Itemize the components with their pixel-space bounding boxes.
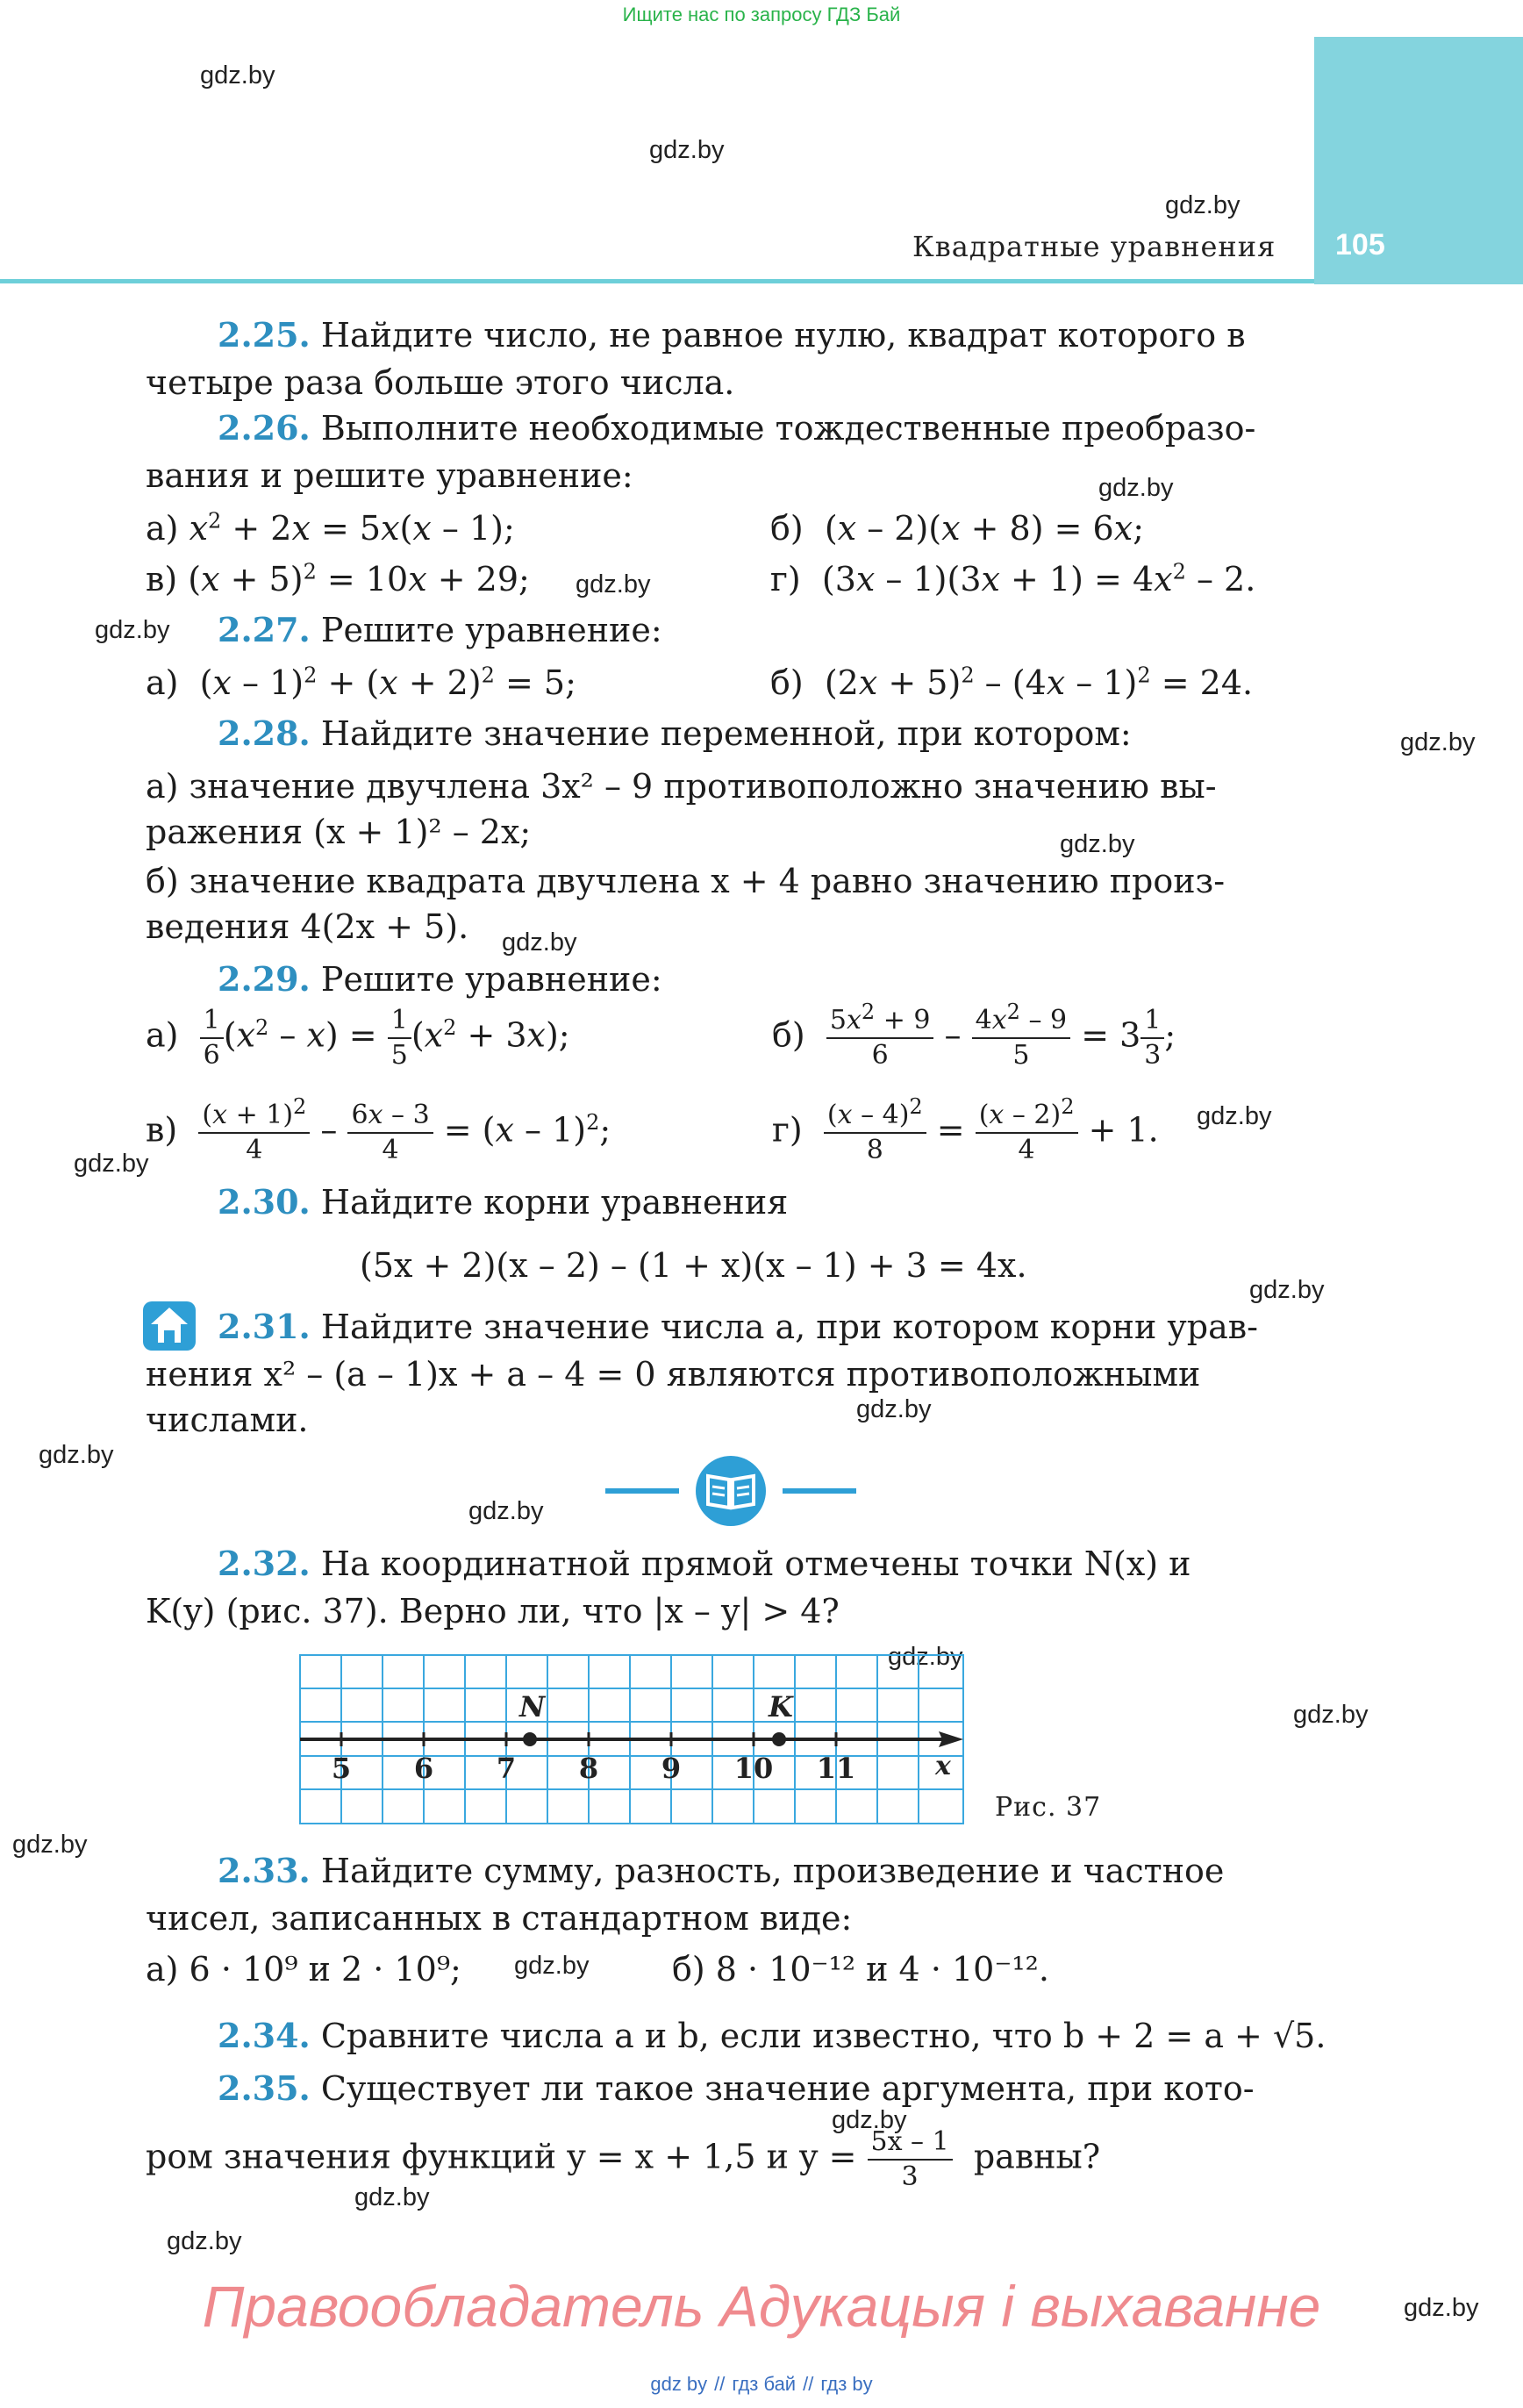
watermark: gdz.by	[1060, 830, 1135, 858]
watermark: gdz.by	[74, 1150, 149, 1178]
watermark: gdz.by	[468, 1497, 544, 1525]
point-n	[523, 1732, 537, 1746]
watermark: gdz.by	[888, 1643, 963, 1671]
equation-2-27-a: а) $(x - 1)^2 + (x + 2)^2 = 5$;	[146, 663, 576, 702]
equation-2-27-b: б) $(2x + 5)^2 - (4x - 1)^2 = 24$.	[770, 663, 1254, 702]
problem-2-28-a1: а) значение двучлена 3x² – 9 противоположно значению вы-	[146, 767, 1217, 806]
problem-2-31: 2.31. Найдите значение числа a, при котором корни урав-	[218, 1307, 1258, 1346]
watermark: gdz.by	[514, 1952, 590, 1980]
axis-label: x	[935, 1751, 951, 1781]
equation-2-26-b: б) (x – 2)(x + 8) = 6x;	[770, 509, 1144, 548]
watermark: gdz.by	[856, 1395, 932, 1423]
figure-caption: Рис. 37	[995, 1792, 1102, 1823]
problem-2-28-a2: ражения (x + 1)² – 2x;	[146, 813, 532, 851]
problem-2-35-line2: ром значения функций y = x + 1,5 и y = $\frac{5x - 1}{3}$ равны?	[146, 2126, 1101, 2192]
problem-2-30: 2.30. Найдите корни уравнения	[218, 1182, 789, 1222]
problem-2-33-b: б) 8 · 10⁻¹² и 4 · 10⁻¹².	[672, 1950, 1049, 1989]
watermark: gdz.by	[832, 2106, 907, 2134]
problem-2-26: 2.26. Выполните необходимые тождественные преобразо-	[218, 408, 1256, 448]
equation-2-29-b: б) $\frac{5x^2 + 9}{6}$ – $\frac{4x^2 - 9}{5}$ = 3 $\frac{1}{3}$ ;	[772, 1000, 1176, 1071]
header-rule	[0, 279, 1314, 283]
tick-label: 10	[733, 1752, 774, 1785]
top-banner[interactable]: Ищите нас по запросу ГДЗ Бай	[622, 4, 901, 25]
problem-2-32-line2: K(y) (рис. 37). Верно ли, что |x – y| > 4?	[146, 1592, 840, 1630]
tick-label: 6	[413, 1752, 434, 1785]
problem-2-28: 2.28. Найдите значение переменной, при котором:	[218, 713, 1132, 753]
footer-title: Правообладатель Адукацыя і выхаванне	[202, 2274, 1321, 2339]
equation-2-29-v: в) $\frac{(x + 1)^2}{4}$ – $\frac{6x - 3}{4}$ = (x – 1)$^2$;	[146, 1094, 611, 1165]
bottom-links[interactable]: gdz by // гдз бай // гдз by	[650, 2373, 873, 2395]
watermark: gdz.by	[12, 1831, 88, 1859]
book-icon	[605, 1455, 856, 1527]
problem-2-25-line2: четыре раза больше этого числа.	[146, 363, 735, 402]
bottom-link[interactable]: гдз бай	[732, 2373, 797, 2395]
watermark: gdz.by	[1293, 1701, 1369, 1729]
watermark: gdz.by	[354, 2183, 430, 2211]
equation-2-26-v: в) $(x + 5)^2 = 10x + 29$;	[146, 559, 530, 598]
problem-2-33: 2.33. Найдите сумму, разность, произведение и частное	[218, 1851, 1225, 1890]
point-n-label: N	[519, 1690, 546, 1724]
watermark: gdz.by	[502, 928, 577, 957]
watermark: gdz.by	[649, 136, 725, 164]
tick-label: 7	[496, 1752, 517, 1785]
watermark: gdz.by	[576, 570, 651, 598]
equation-2-30: (5x + 2)(x – 2) – (1 + x)(x – 1) + 3 = 4x.	[360, 1246, 1027, 1285]
watermark: gdz.by	[1165, 191, 1241, 219]
tick-label: 8	[578, 1752, 599, 1785]
house-icon	[142, 1301, 197, 1351]
watermark: gdz.by	[1249, 1276, 1325, 1304]
problem-2-28-b1: б) значение квадрата двучлена x + 4 равно значению произ-	[146, 862, 1226, 900]
equation-2-29-g: г) $\frac{(x - 4)^2}{8}$ = $\frac{(x - 2)^2}{4}$ + 1.	[772, 1094, 1159, 1165]
watermark: gdz.by	[1197, 1102, 1272, 1130]
equation-2-26-g: г) $(3x - 1)(3x + 1) = 4x^2 - 2$.	[770, 559, 1256, 598]
tick-label: 5	[331, 1752, 352, 1785]
bottom-link[interactable]: gdz by	[650, 2373, 708, 2395]
problem-2-26-line2: вания и решите уравнение:	[146, 456, 633, 495]
watermark: gdz.by	[95, 616, 170, 644]
point-k-label: K	[769, 1690, 793, 1724]
watermark: gdz.by	[200, 61, 275, 90]
tick-label: 9	[661, 1752, 682, 1785]
problem-2-25: 2.25. Найдите число, не равное нулю, квадрат которого в	[218, 315, 1246, 355]
equation-2-29-a: а) $\frac{1}{6}$ $(x^2 - x)$ = $\frac{1}{5}$ $(x^2 + 3x)$;	[146, 1005, 570, 1071]
section-title: Квадратные уравнения	[912, 230, 1276, 263]
watermark: gdz.by	[167, 2227, 242, 2255]
problem-2-31-line2: нения x² – (a – 1)x + a – 4 = 0 являются противоположными	[146, 1355, 1201, 1394]
bottom-link[interactable]: гдз by	[820, 2373, 873, 2395]
problem-2-33-line2: чисел, записанных в стандартном виде:	[146, 1899, 853, 1938]
problem-2-35: 2.35. Существует ли такое значение аргумента, при кото-	[218, 2068, 1255, 2108]
problem-2-31-line3: числами.	[146, 1401, 309, 1439]
equation-2-26-a: а) $x^2 + 2x = 5x(x - 1)$;	[146, 508, 515, 548]
problem-2-27: 2.27. Решите уравнение:	[218, 610, 662, 649]
tick-label: 11	[816, 1752, 856, 1785]
watermark: gdz.by	[1404, 2294, 1479, 2322]
problem-2-34: 2.34. Сравните числа a и b, если известно, что b + 2 = a + √5.	[218, 2016, 1326, 2055]
watermark: gdz.by	[39, 1441, 114, 1469]
watermark: gdz.by	[1400, 728, 1476, 756]
problem-2-28-b2: ведения 4(2x + 5).	[146, 907, 469, 946]
watermark: gdz.by	[1098, 474, 1174, 502]
coordinate-line-figure	[298, 1653, 974, 1825]
problem-2-29: 2.29. Решите уравнение:	[218, 959, 662, 999]
problem-2-32: 2.32. На координатной прямой отмечены точки N(x) и	[218, 1544, 1191, 1583]
point-k	[772, 1732, 786, 1746]
page-number: 105	[1335, 228, 1385, 262]
problem-2-33-a: а) 6 · 10⁹ и 2 · 10⁹;	[146, 1950, 461, 1989]
